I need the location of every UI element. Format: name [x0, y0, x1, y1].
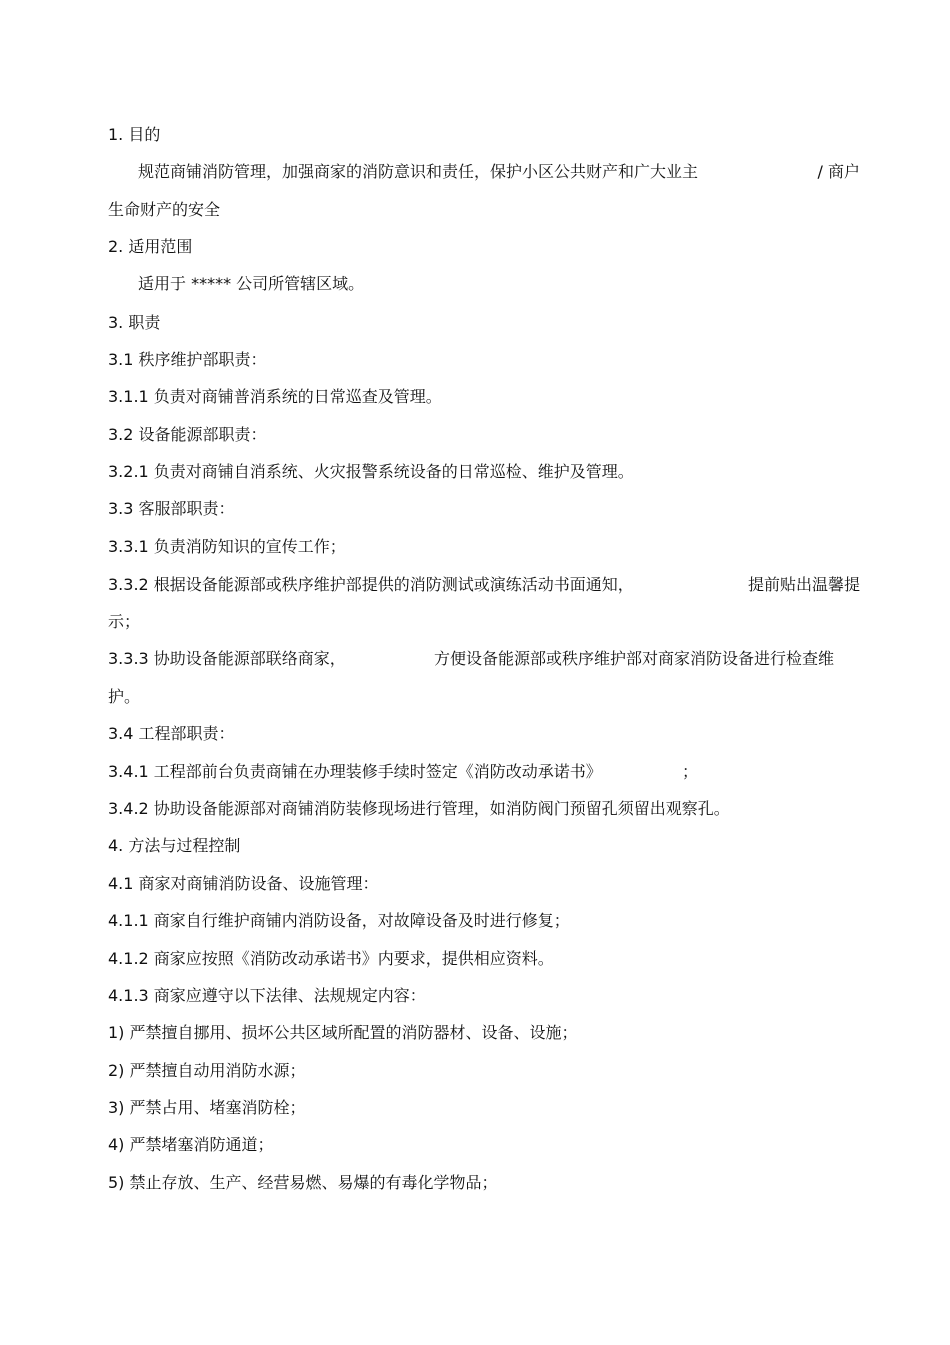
section-1-body-tail: / 商户 [817, 162, 860, 181]
list-item-2: 2) 严禁擅自动用消防水源； [108, 1061, 306, 1080]
clause-3-3-2-line-1 [108, 574, 860, 596]
clause-3-3-3-line-1 [108, 648, 834, 670]
clause-3-3-3-line-2: 护。 [108, 687, 141, 706]
clause-3-3-3-text: 3.3.3 协助设备能源部联络商家， [108, 649, 346, 668]
clause-3-1-1: 3.1.1 负责对商铺普消系统的日常巡查及管理。 [108, 387, 442, 406]
clause-3-4-1 [108, 761, 698, 783]
clause-3-2-1: 3.2.1 负责对商铺自消系统、火灾报警系统设备的日常巡检、维护及管理。 [108, 462, 634, 481]
list-item-1: 1) 严禁擅自挪用、损坏公共区域所配置的消防器材、设备、设施； [108, 1023, 578, 1042]
clause-3-4-2: 3.4.2 协助设备能源部对商铺消防装修现场进行管理，如消防阀门预留孔须留出观察孔。 [108, 799, 730, 818]
clause-4-1-3: 4.1.3 商家应遵守以下法律、法规规定内容： [108, 986, 426, 1005]
section-1-body-line-1 [138, 161, 860, 183]
section-4-heading: 4. 方法与过程控制 [108, 836, 241, 855]
clause-3-4-1-tail: ； [681, 762, 698, 781]
list-item-4: 4) 严禁堵塞消防通道； [108, 1135, 274, 1154]
section-3-heading: 3. 职责 [108, 313, 161, 332]
section-1-body-text: 规范商铺消防管理，加强商家的消防意识和责任，保护小区公共财产和广大业主 [138, 162, 699, 181]
clause-4-1-1: 4.1.1 商家自行维护商铺内消防设备，对故障设备及时进行修复； [108, 911, 570, 930]
clause-3-4-1-text: 3.4.1 工程部前台负责商铺在办理装修手续时签定《消防改动承诺书》 [108, 762, 602, 781]
clause-3-2: 3.2 设备能源部职责： [108, 425, 267, 444]
clause-3-3: 3.3 客服部职责： [108, 499, 235, 518]
section-1-body-line-2: 生命财产的安全 [108, 200, 221, 219]
clause-3-1: 3.1 秩序维护部职责： [108, 350, 267, 369]
clause-3-3-2-text: 3.3.2 根据设备能源部或秩序维护部提供的消防测试或演练活动书面通知， [108, 575, 634, 594]
clause-3-3-1: 3.3.1 负责消防知识的宣传工作； [108, 537, 346, 556]
clause-3-3-2-line-2: 示； [108, 612, 141, 631]
clause-3-3-2-tail: 提前贴出温馨提 [747, 575, 860, 594]
section-2-heading: 2. 适用范围 [108, 237, 193, 256]
list-item-3: 3) 严禁占用、堵塞消防栓； [108, 1098, 306, 1117]
section-1-heading: 1. 目的 [108, 125, 161, 144]
clause-3-4: 3.4 工程部职责： [108, 724, 235, 743]
section-2-body: 适用于 ***** 公司所管辖区域。 [138, 274, 365, 293]
list-item-5: 5) 禁止存放、生产、经营易燃、易爆的有毒化学物品； [108, 1173, 498, 1192]
clause-4-1: 4.1 商家对商铺消防设备、设施管理： [108, 874, 379, 893]
clause-3-3-3-tail: 方便设备能源部或秩序维护部对商家消防设备进行检查维 [433, 649, 834, 668]
clause-4-1-2: 4.1.2 商家应按照《消防改动承诺书》内要求，提供相应资料。 [108, 949, 554, 968]
